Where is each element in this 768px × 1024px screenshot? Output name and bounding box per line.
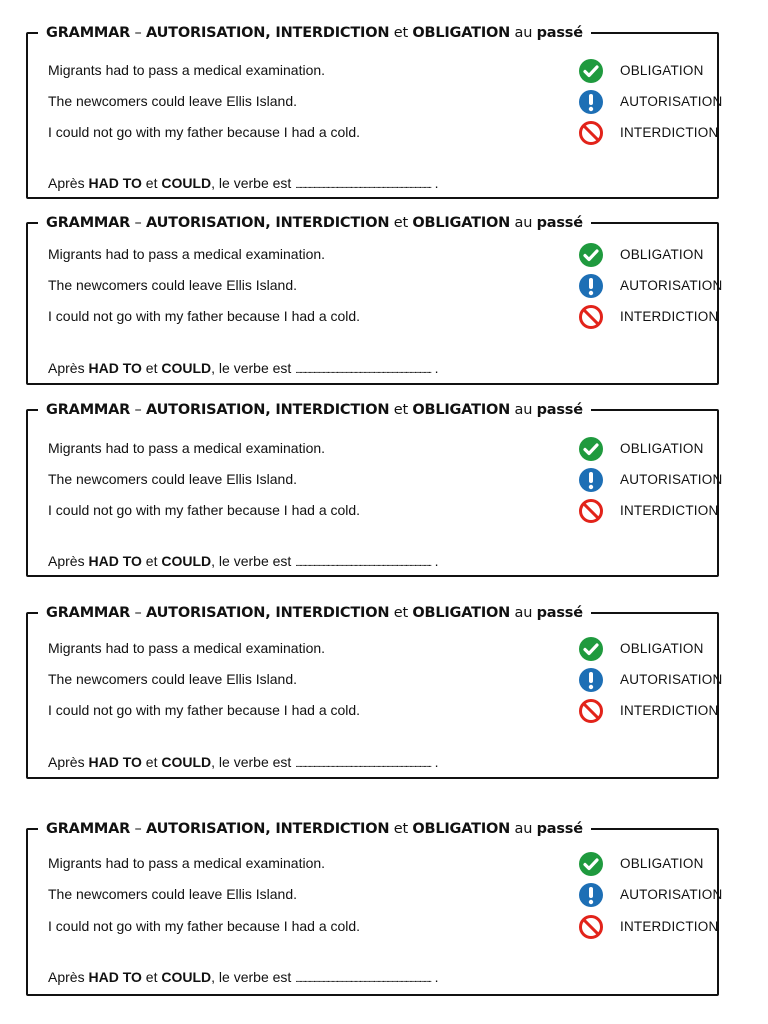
label-interdiction: INTERDICTION	[620, 309, 719, 324]
check-circle-icon	[578, 58, 604, 84]
grammar-card	[26, 605, 723, 779]
check-circle-icon	[578, 242, 604, 268]
title-grammar: GRAMMAR	[46, 821, 131, 837]
title-dash: –	[130, 402, 147, 418]
prohibited-icon	[578, 698, 604, 724]
label-autorisation: AUTORISATION	[620, 472, 723, 487]
title-autorisation: AUTORISATION,	[146, 25, 271, 41]
rule-had-to: HAD TO	[88, 360, 142, 376]
title-grammar: GRAMMAR	[46, 605, 131, 621]
sentence-row-autorisation	[48, 273, 723, 299]
sentence-row-obligation	[48, 242, 717, 268]
title-autorisation: AUTORISATION,	[146, 605, 271, 621]
rule-prefix: Après	[48, 360, 89, 376]
rule-could: COULD	[161, 553, 212, 569]
sentence-text: The newcomers could leave Ellis Island.	[48, 886, 298, 902]
sentence-text: The newcomers could leave Ellis Island.	[48, 471, 298, 487]
prohibited-icon	[578, 120, 604, 146]
sentence-text: The newcomers could leave Ellis Island.	[48, 277, 298, 293]
title-passe: passé	[536, 821, 583, 837]
title-obligation: OBLIGATION	[412, 25, 511, 41]
rule-et: et	[141, 754, 162, 770]
answer-blank[interactable]: ..........................................................................................................	[295, 759, 431, 770]
exclamation-circle-icon	[578, 882, 604, 908]
rule-could: COULD	[161, 175, 212, 191]
rule-suffix: , le verbe est	[211, 754, 296, 770]
title-grammar: GRAMMAR	[46, 25, 131, 41]
prohibited-icon	[578, 304, 604, 330]
exclamation-circle-icon	[578, 667, 604, 693]
rule-had-to: HAD TO	[88, 553, 142, 569]
rule-could: COULD	[161, 969, 212, 985]
rule-had-to: HAD TO	[88, 969, 142, 985]
title-interdiction: INTERDICTION	[270, 605, 390, 621]
label-autorisation: AUTORISATION	[620, 278, 723, 293]
title-au: au	[510, 605, 537, 621]
sentence-row-autorisation	[48, 882, 723, 908]
sentence-text: I could not go with my father because I had a cold.	[48, 918, 361, 934]
rule-prefix: Après	[48, 754, 89, 770]
sentence-text: The newcomers could leave Ellis Island.	[48, 93, 298, 109]
rule-line	[48, 360, 438, 376]
card-title	[38, 399, 591, 421]
rule-had-to: HAD TO	[88, 754, 142, 770]
sentence-text: I could not go with my father because I had a cold.	[48, 702, 361, 718]
label-obligation: OBLIGATION	[620, 441, 704, 456]
sentence-row-autorisation	[48, 467, 723, 493]
rule-could: COULD	[161, 754, 212, 770]
rule-line	[48, 175, 438, 191]
title-passe: passé	[536, 215, 583, 231]
prohibited-icon	[578, 498, 604, 524]
title-et: et	[389, 605, 413, 621]
rule-prefix: Après	[48, 969, 89, 985]
label-interdiction: INTERDICTION	[620, 125, 719, 140]
rule-prefix: Après	[48, 175, 89, 191]
rule-prefix: Après	[48, 553, 89, 569]
rule-et: et	[141, 360, 162, 376]
card-title	[38, 602, 591, 624]
title-dash: –	[130, 215, 147, 231]
sentence-text: Migrants had to pass a medical examination.	[48, 855, 326, 871]
sentence-text: I could not go with my father because I had a cold.	[48, 124, 361, 140]
exclamation-circle-icon	[578, 467, 604, 493]
label-obligation: OBLIGATION	[620, 247, 704, 262]
sentence-text: Migrants had to pass a medical examination.	[48, 640, 326, 656]
sentence-row-obligation	[48, 851, 717, 877]
answer-blank[interactable]: ..........................................................................................................	[295, 180, 431, 191]
sentence-row-obligation	[48, 58, 717, 84]
sentence-row-interdiction	[48, 914, 717, 940]
rule-end: .	[430, 754, 439, 770]
title-dash: –	[130, 821, 147, 837]
sentence-row-autorisation	[48, 89, 723, 115]
check-circle-icon	[578, 436, 604, 462]
label-autorisation: AUTORISATION	[620, 672, 723, 687]
rule-suffix: , le verbe est	[211, 553, 296, 569]
sentence-row-obligation	[48, 636, 717, 662]
title-autorisation: AUTORISATION,	[146, 821, 271, 837]
title-interdiction: INTERDICTION	[270, 25, 390, 41]
title-obligation: OBLIGATION	[412, 605, 511, 621]
sentence-row-interdiction	[48, 304, 717, 330]
sentence-row-autorisation	[48, 667, 723, 693]
rule-line	[48, 754, 438, 770]
rule-suffix: , le verbe est	[211, 360, 296, 376]
sentence-row-interdiction	[48, 498, 717, 524]
title-obligation: OBLIGATION	[412, 402, 511, 418]
check-circle-icon	[578, 851, 604, 877]
rule-line	[48, 553, 438, 569]
card-title	[38, 212, 591, 234]
prohibited-icon	[578, 914, 604, 940]
label-obligation: OBLIGATION	[620, 856, 704, 871]
title-autorisation: AUTORISATION,	[146, 215, 271, 231]
rule-had-to: HAD TO	[88, 175, 142, 191]
grammar-card	[26, 821, 723, 996]
label-interdiction: INTERDICTION	[620, 703, 719, 718]
sentence-text: I could not go with my father because I had a cold.	[48, 308, 361, 324]
rule-end: .	[430, 553, 439, 569]
title-obligation: OBLIGATION	[412, 821, 511, 837]
card-title	[38, 818, 591, 840]
card-title	[38, 22, 591, 44]
title-autorisation: AUTORISATION,	[146, 402, 271, 418]
title-au: au	[510, 25, 537, 41]
title-grammar: GRAMMAR	[46, 215, 131, 231]
sentence-text: I could not go with my father because I had a cold.	[48, 502, 361, 518]
title-et: et	[389, 215, 413, 231]
answer-blank[interactable]: ..........................................................................................................	[295, 365, 431, 376]
title-au: au	[510, 402, 537, 418]
title-passe: passé	[536, 25, 583, 41]
sentence-text: Migrants had to pass a medical examination.	[48, 62, 326, 78]
sentence-text: Migrants had to pass a medical examination.	[48, 246, 326, 262]
label-interdiction: INTERDICTION	[620, 503, 719, 518]
rule-could: COULD	[161, 360, 212, 376]
title-passe: passé	[536, 402, 583, 418]
title-dash: –	[130, 25, 147, 41]
rule-line	[48, 969, 438, 985]
answer-blank[interactable]: ..........................................................................................................	[295, 558, 431, 569]
title-interdiction: INTERDICTION	[270, 821, 390, 837]
rule-end: .	[430, 175, 439, 191]
answer-blank[interactable]: ..........................................................................................................	[295, 974, 431, 985]
title-grammar: GRAMMAR	[46, 402, 131, 418]
rule-suffix: , le verbe est	[211, 175, 296, 191]
label-interdiction: INTERDICTION	[620, 919, 719, 934]
label-autorisation: AUTORISATION	[620, 94, 723, 109]
sentence-row-interdiction	[48, 698, 717, 724]
exclamation-circle-icon	[578, 89, 604, 115]
title-au: au	[510, 821, 537, 837]
title-et: et	[389, 25, 413, 41]
title-et: et	[389, 821, 413, 837]
title-dash: –	[130, 605, 147, 621]
rule-suffix: , le verbe est	[211, 969, 296, 985]
rule-et: et	[141, 175, 162, 191]
grammar-card	[26, 25, 723, 199]
title-au: au	[510, 215, 537, 231]
grammar-card	[26, 215, 723, 385]
check-circle-icon	[578, 636, 604, 662]
exclamation-circle-icon	[578, 273, 604, 299]
label-autorisation: AUTORISATION	[620, 887, 723, 902]
sentence-row-interdiction	[48, 120, 717, 146]
label-obligation: OBLIGATION	[620, 641, 704, 656]
sentence-text: Migrants had to pass a medical examination.	[48, 440, 326, 456]
rule-et: et	[141, 553, 162, 569]
title-et: et	[389, 402, 413, 418]
title-passe: passé	[536, 605, 583, 621]
title-obligation: OBLIGATION	[412, 215, 511, 231]
rule-end: .	[430, 969, 439, 985]
sentence-text: The newcomers could leave Ellis Island.	[48, 671, 298, 687]
rule-et: et	[141, 969, 162, 985]
title-interdiction: INTERDICTION	[270, 215, 390, 231]
grammar-card	[26, 402, 723, 577]
title-interdiction: INTERDICTION	[270, 402, 390, 418]
sentence-row-obligation	[48, 436, 717, 462]
label-obligation: OBLIGATION	[620, 63, 704, 78]
rule-end: .	[430, 360, 439, 376]
